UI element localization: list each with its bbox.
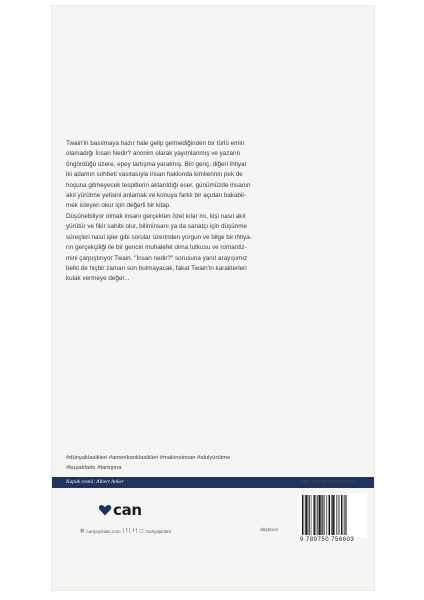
description-line: öngördüğü üzere, epey tartışma yaratmış. Biri genç, diğeri ihtiyar	[66, 160, 247, 168]
description-line: akıl yürütme yetisini anlamak ve konuya farklı bir açıdan bakabil-	[66, 192, 246, 200]
description-line: Twain'in basılmaya hazır hale gelip gelmediğinden bir türlü emin	[66, 140, 245, 147]
description-paragraph-2	[66, 212, 362, 285]
instagram-icon: ◻	[139, 528, 144, 534]
description-line: rın gerçekçiliği ile bir gencin muhalefet olma tutkusu ve romantiz-	[66, 244, 247, 252]
website-text: canyayinlari.com	[86, 528, 121, 534]
barcode	[299, 493, 367, 537]
imprint-label: düşünce	[260, 528, 279, 533]
logo-text: can	[113, 501, 142, 519]
globe-icon: ◍	[80, 528, 85, 534]
hashtag-line: #dünyaklasikleri #amerikanklasikleri #makineinsan #akılyürütme	[66, 455, 231, 461]
description-line: olamadığı İnsan Nedir? anonim olarak yayımlanmış ve yazarın	[66, 150, 241, 158]
cover-credit: Kapak resmi: Albert Anker	[66, 479, 124, 485]
hashtags	[66, 454, 366, 473]
publisher-social: ◍ canyayinlari.com | f | t | ◻ /canyayinlari	[80, 528, 172, 534]
description-line: mini çarpıştırıyor Twain. "İnsan nedir?" sorusuna yanıt arayışımız	[66, 254, 248, 262]
description-line: iki adamın sohbeti vasıtasıyla insan hakkında kimilerinin pek de	[66, 171, 243, 179]
description-line: mek isteyen okur için değerli bir kitap.	[66, 202, 171, 210]
social-handle-text: /canyayinlari	[145, 528, 172, 534]
description-line: kulak vermeye değer...	[66, 275, 130, 283]
barcode-bars	[299, 493, 367, 537]
facebook-icon: f	[125, 528, 128, 534]
isbn-text: ISBN 978-975-07-0660-3	[299, 479, 355, 484]
twitter-icon: t	[132, 528, 134, 534]
description-line: yürütür ve fikir sahibi olur, biliminsanı ya da sanatçı için düşünme	[66, 223, 247, 231]
description-line: belki de hiçbir zaman son bulmayacak, fakat Twain'in karakterleri	[66, 265, 247, 273]
publisher-logo	[98, 501, 142, 519]
description-line: süreçleri nasıl işler gibi sorular üzerinden yorgun ve bilge bir ihtiya-	[66, 233, 252, 241]
hashtag-line: #kuşakfarkı #tartışma	[66, 464, 122, 471]
description-paragraph-1	[66, 139, 362, 212]
heart-logo-icon	[98, 503, 112, 517]
description-line: Düşünebiliyor olmak insanı gerçekten özel kılar mı, kişi nasıl akıl	[66, 213, 246, 220]
barcode-digits: 9 789750 756603	[300, 537, 355, 543]
description-line: hoşuna gitmeyecek tespitlerin aktarıldığı eser, günümüzde insanın	[66, 181, 251, 189]
